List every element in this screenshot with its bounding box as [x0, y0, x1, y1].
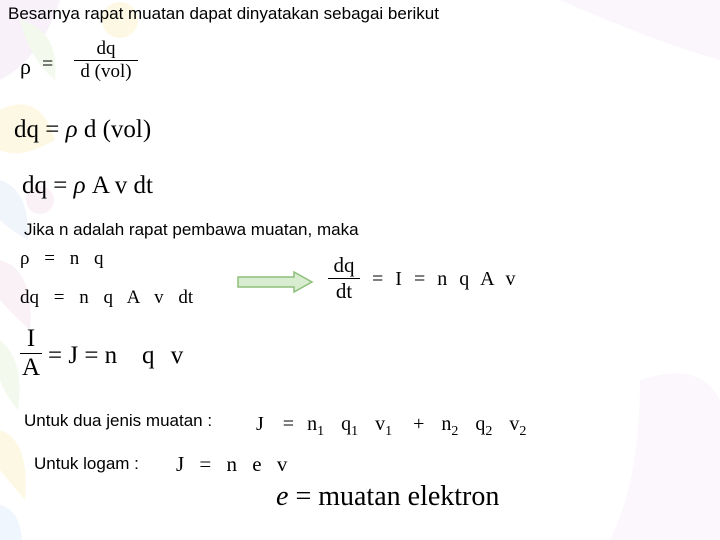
n2-symbol: n — [441, 413, 452, 435]
fraction-dq-dt — [328, 253, 360, 304]
v1-symbol: v — [375, 413, 386, 435]
equation-rho-nq — [20, 248, 103, 270]
j-expression: = J = n — [48, 342, 118, 369]
qv-term: q v — [142, 342, 184, 369]
right-arrow-icon — [236, 270, 316, 294]
two-charge-text: Untuk dua jenis muatan : — [24, 411, 213, 430]
fraction-numerator: dq — [333, 253, 355, 277]
fraction-numerator: I — [26, 325, 36, 352]
fraction-denominator: d (vol) — [80, 61, 132, 82]
equation-metal-current-density: J = n e v — [176, 452, 288, 476]
v2-symbol: v — [509, 413, 520, 435]
e-symbol: e — [276, 481, 289, 512]
fraction-dq-dvol — [74, 38, 138, 83]
equation-two-charges — [256, 413, 526, 440]
subscript-2: 2 — [519, 423, 527, 439]
rho-symbol: ρ — [65, 116, 78, 143]
carrier-density-text: Jika n adalah rapat pembawa muatan, maka — [24, 220, 359, 239]
subscript-1: 1 — [385, 423, 393, 439]
fraction-numerator: dq — [96, 38, 116, 59]
fraction-i-a — [20, 325, 42, 382]
electron-charge-definition — [276, 481, 499, 513]
current-expression: = I = n q A v — [372, 268, 516, 290]
nq-term: n q — [69, 248, 104, 269]
q2-symbol: q — [475, 413, 486, 435]
metal-text: Untuk logam : — [34, 454, 139, 473]
equals-sign: = — [45, 116, 60, 143]
subscript-1: 1 — [317, 423, 325, 439]
equals-sign: = — [53, 287, 65, 308]
dq-term: dq — [22, 172, 47, 199]
equation-dq-nqavdt — [20, 287, 193, 309]
equals-sign: = — [282, 413, 295, 435]
equals-sign: = — [42, 53, 54, 75]
dq-term: dq — [20, 287, 39, 308]
electron-charge-label: = muatan elektron — [288, 481, 500, 512]
rho-symbol: ρ — [20, 54, 31, 79]
subscript-1: 1 — [351, 423, 359, 439]
equals-sign: = — [44, 248, 55, 269]
fraction-denominator: A — [21, 354, 41, 381]
equals-sign: = — [53, 172, 68, 199]
subscript-2: 2 — [451, 423, 459, 439]
n1-symbol: n — [307, 413, 318, 435]
dq-term: dq — [14, 116, 39, 143]
subscript-2: 2 — [485, 423, 493, 439]
q1-symbol: q — [341, 413, 352, 435]
equation-dq-rho-avdt — [22, 172, 153, 200]
dvol-term: d (vol) — [83, 116, 152, 143]
rho-symbol: ρ — [20, 248, 30, 269]
intro-text: Besarnya rapat muatan dapat dinyatakan sebagai berikut — [8, 4, 439, 23]
nqavdt-term: n q A v dt — [79, 287, 194, 308]
fraction-denominator: dt — [335, 279, 353, 303]
plus-sign: + — [413, 413, 425, 435]
j-symbol: J — [256, 413, 264, 435]
equation-dq-rho-dvol — [14, 116, 151, 144]
rho-symbol: ρ — [73, 172, 86, 199]
avdt-term: A v dt — [91, 172, 153, 199]
